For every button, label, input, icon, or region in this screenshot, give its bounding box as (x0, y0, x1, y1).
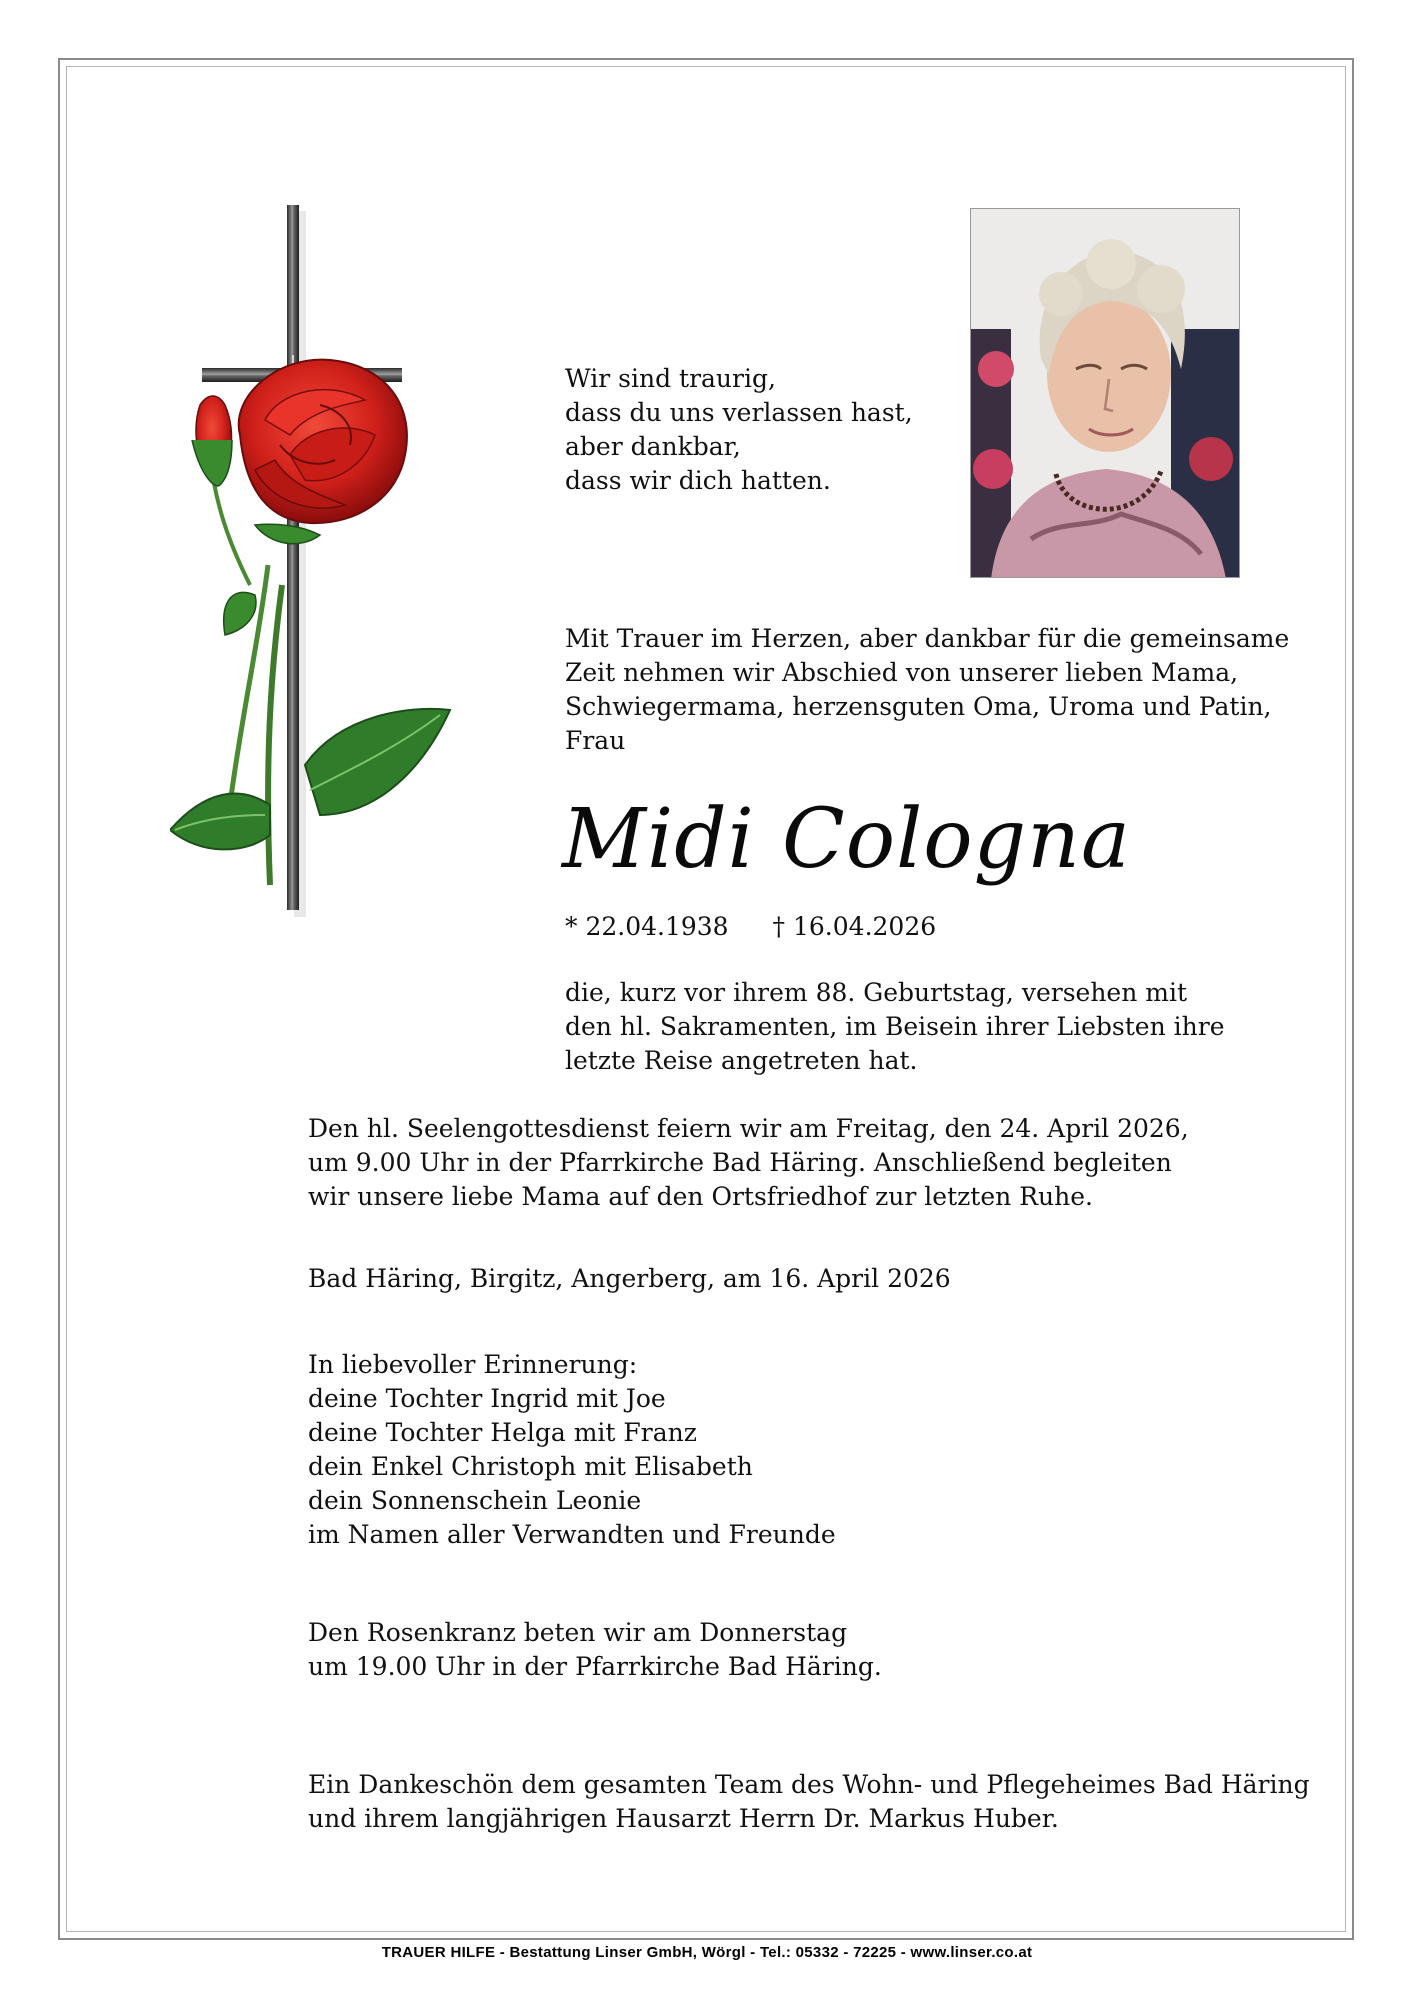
rose-bud (192, 396, 232, 486)
rose-leaf (224, 592, 256, 635)
intro-line: Mit Trauer im Herzen, aber dankbar für die gemeinsame (565, 624, 1290, 653)
rose-leaf (170, 794, 270, 850)
birth-date: * 22.04.1938 (565, 912, 729, 941)
passing-line: letzte Reise angetreten hat. (565, 1046, 918, 1075)
service-line: wir unsere liebe Mama auf den Ortsfriedhof zur letzten Ruhe. (308, 1182, 1093, 1211)
life-dates (565, 910, 972, 944)
rosary-line: um 19.00 Uhr in der Pfarrkirche Bad Häring. (308, 1652, 882, 1681)
passing-line: die, kurz vor ihrem 88. Geburtstag, versehen mit (565, 978, 1188, 1007)
portrait-photo (970, 208, 1240, 578)
mourners-line: im Namen aller Verwandten und Freunde (308, 1520, 836, 1549)
mourners-line: dein Sonnenschein Leonie (308, 1486, 642, 1515)
poem-line: dass du uns verlassen hast, (565, 398, 913, 427)
rose-leaf (305, 709, 450, 815)
mourners-line: In liebevoller Erinnerung: (308, 1350, 638, 1379)
footer-credit: TRAUER HILFE - Bestattung Linser GmbH, Wörgl - Tel.: 05332 - 72225 - www.linser.co.at (381, 1944, 1033, 1961)
intro-line: Schwiegermama, herzensguten Oma, Uroma und Patin, (565, 692, 1272, 721)
intro-line: Zeit nehmen wir Abschied von unserer lieben Mama, (565, 658, 1239, 687)
cross-rose-illustration (170, 205, 500, 925)
intro-line: Frau (565, 726, 626, 755)
rosary-block (308, 1616, 882, 1684)
thanks-block (308, 1768, 1310, 1836)
poem-line: Wir sind traurig, (565, 364, 776, 393)
mourners-line: deine Tochter Ingrid mit Joe (308, 1384, 666, 1413)
rosary-line: Den Rosenkranz beten wir am Donnerstag (308, 1618, 848, 1647)
service-line: Den hl. Seelengottesdienst feiern wir am Freitag, den 24. April 2026, (308, 1114, 1189, 1143)
place-date: Bad Häring, Birgitz, Angerberg, am 16. April 2026 (308, 1264, 951, 1293)
deceased-name: Midi Cologna (562, 792, 1131, 887)
poem-line: aber dankbar, (565, 432, 741, 461)
mourners-line: dein Enkel Christoph mit Elisabeth (308, 1452, 753, 1481)
mourners-line: deine Tochter Helga mit Franz (308, 1418, 697, 1447)
mourners-block (308, 1348, 836, 1552)
passing-line: den hl. Sakramenten, im Beisein ihrer Liebsten ihre (565, 1012, 1225, 1041)
cross-vertical-bar (287, 205, 299, 910)
poem-line: dass wir dich hatten. (565, 466, 831, 495)
death-date: † 16.04.2026 (772, 912, 937, 941)
passing-block (565, 976, 1225, 1078)
poem-block (565, 362, 913, 498)
thanks-line: Ein Dankeschön dem gesamten Team des Wohn- und Pflegeheimes Bad Häring (308, 1770, 1310, 1799)
service-block (308, 1112, 1189, 1214)
service-line: um 9.00 Uhr in der Pfarrkirche Bad Häring. Anschließend begleiten (308, 1148, 1172, 1177)
intro-block (565, 622, 1289, 758)
red-rose (239, 360, 407, 544)
thanks-line: und ihrem langjährigen Hausarzt Herrn Dr. Markus Huber. (308, 1804, 1059, 1833)
